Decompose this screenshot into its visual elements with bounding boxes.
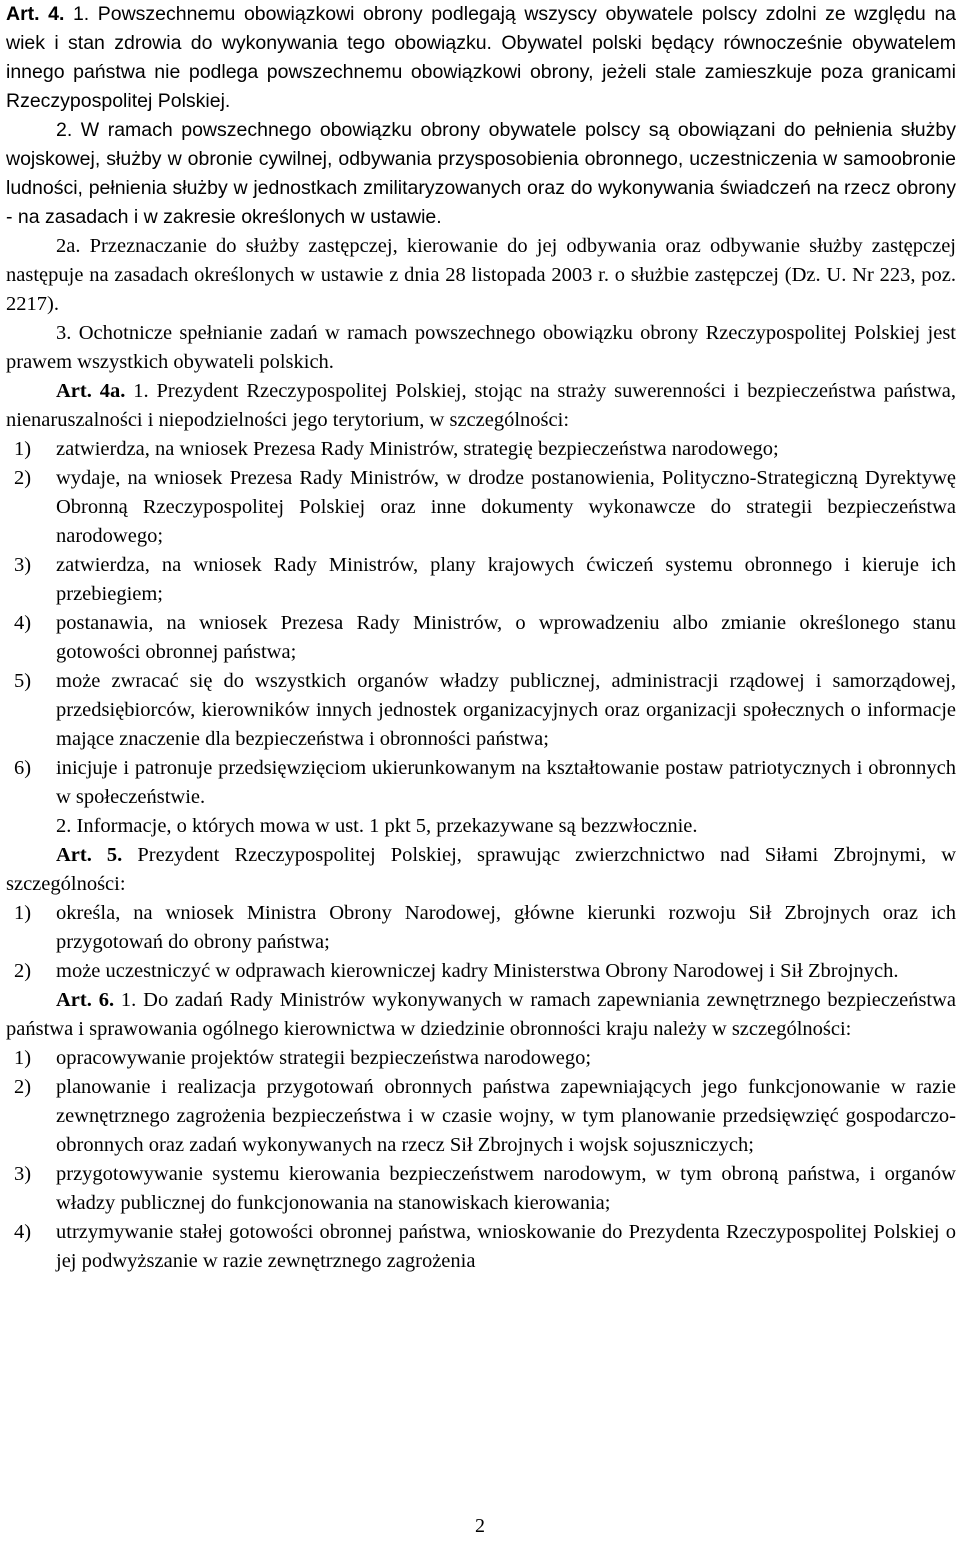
art4-p2a-text: Przeznaczanie do służby zastępczej, kierowanie do jej odbywania oraz odbywanie służby zastępczej następuje na zasadach określonych w ustawie z dnia 28 listopada 2003 r. o służbie zastępczej (Dz. U. Nr 223, poz. 2217). xyxy=(6,235,956,315)
art4a-heading: Art. 4a. xyxy=(56,380,126,402)
art4a-p1-text: Prezydent Rzeczypospolitej Polskiej, stojąc na straży suwerenności i bezpieczeństwa państwa, nienaruszalności i niepodzielności jego terytorium, w szczególności: xyxy=(6,380,956,431)
list-item xyxy=(6,667,956,754)
list-item-number: 3) xyxy=(14,1163,32,1185)
art4-p2-text: W ramach powszechnego obowiązku obrony obywatele polscy są obowiązani do pełnienia służby wojskowej, służby w obronie cywilnej, odbywania przysposobienia obronnego, uczestniczenia w samoobronie ludności, pełnienia służby w jednostkach zmilitaryzowanych oraz do wykonywania świadczeń na rzecz obrony - na zasadach i w zakresie określonych w ustawie. xyxy=(6,119,956,228)
art6-p1-number: 1. xyxy=(120,989,137,1011)
list-item-text: może uczestniczyć w odprawach kierowniczej kadry Ministerstwa Obrony Narodowej i Sił Zbrojnych. xyxy=(56,960,899,982)
art4a-p1-number: 1. xyxy=(133,380,149,402)
list-item-text: określa, na wniosek Ministra Obrony Narodowej, główne kierunki rozwoju Sił Zbrojnych oraz ich przygotowań do obrony państwa; xyxy=(56,902,956,953)
art6-intro xyxy=(6,986,956,1044)
list-item-number: 2) xyxy=(14,960,32,982)
list-item-text: inicjuje i patronuje przedsięwzięciom ukierunkowanym na kształtowanie postaw patriotycznych i obronnych w społeczeństwie. xyxy=(56,757,956,808)
art4-para-2a xyxy=(6,232,956,319)
list-item xyxy=(6,754,956,812)
art4a-para-2: 2. Informacje, o których mowa w ust. 1 pkt 5, przekazywane są bezzwłocznie. xyxy=(56,815,698,837)
list-item-number: 2) xyxy=(14,1076,32,1098)
art4-p1-number: 1. xyxy=(72,3,90,25)
art4-para-1 xyxy=(6,0,956,116)
list-item-number: 2) xyxy=(14,467,32,489)
list-item-text: zatwierdza, na wniosek Rady Ministrów, plany krajowych ćwiczeń systemu obronnego i kieruje ich przebiegiem; xyxy=(56,554,956,605)
list-item-text: postanawia, na wniosek Prezesa Rady Ministrów, o wprowadzeniu albo zmianie określonego stanu gotowości obronnej państwa; xyxy=(56,612,956,663)
list-item-text: wydaje, na wniosek Prezesa Rady Ministrów, w drodze postanowienia, Polityczno-Strategiczną Dyrektywę Obronną Rzeczypospolitej Polskiej oraz inne dokumenty wykonawcze do strategii bezpieczeństwa narodowego; xyxy=(56,467,956,547)
art5-intro-text: Prezydent Rzeczypospolitej Polskiej, sprawując zwierzchnictwo nad Siłami Zbrojnymi, w szczególności: xyxy=(6,844,957,895)
art4-p3-number: 3. xyxy=(56,322,72,344)
art5-intro xyxy=(6,841,956,899)
list-item xyxy=(6,1218,956,1276)
page-number: 2 xyxy=(475,1515,485,1537)
art5-heading: Art. 5. xyxy=(56,844,123,866)
art4-para-3 xyxy=(6,319,956,377)
list-item-text: utrzymywanie stałej gotowości obronnej państwa, wnioskowanie do Prezydenta Rzeczypospolitej Polskiej o jej podwyższanie w razie zewnętrznego zagrożenia xyxy=(56,1221,956,1272)
art4-heading: Art. 4. xyxy=(6,3,65,25)
art4-p1-text: Powszechnemu obowiązkowi obrony podlegają wszyscy obywatele polscy zdolni ze względu na wiek i stan zdrowia do wykonywania tego obowiązku. Obywatel polski będący równocześnie obywatelem innego państwa nie podlega powszechnemu obowiązkowi obrony, jeżeli stale zamieszkuje poza granicami Rzeczypospolitej Polskiej. xyxy=(6,3,957,112)
list-item-text: może zwracać się do wszystkich organów władzy publicznej, administracji rządowej i samorządowej, przedsiębiorców, kierowników innych jednostek organizacyjnych oraz organizacji społecznych o informacje mające znaczenie dla bezpieczeństwa i obronności państwa; xyxy=(56,670,956,750)
list-item-text: opracowywanie projektów strategii bezpieczeństwa narodowego; xyxy=(56,1047,592,1069)
list-item-text: planowanie i realizacja przygotowań obronnych państwa zapewniających jego funkcjonowanie w razie zewnętrznego zagrożenia bezpieczeństwa i w czasie wojny, w tym planowanie przedsięwzięć gospodarczo-obronnych oraz zadań wykonywanych na rzecz Sił Zbrojnych i wojsk sojuszniczych; xyxy=(56,1076,956,1156)
list-item xyxy=(6,1073,956,1160)
list-item xyxy=(6,1044,956,1073)
art4-p3-text: Ochotnicze spełnianie zadań w ramach powszechnego obowiązku obrony Rzeczypospolitej Polskiej jest prawem wszystkich obywateli polskich. xyxy=(6,322,956,373)
list-item-number: 5) xyxy=(14,670,32,692)
art4a-para-1 xyxy=(6,377,956,435)
list-item-text: przygotowywanie systemu kierowania bezpieczeństwem narodowym, w tym obroną państwa, i organów władzy publicznej do funkcjonowania na stanowiskach kierowania; xyxy=(56,1163,956,1214)
art4-p2-number: 2. xyxy=(56,119,73,141)
list-item xyxy=(6,609,956,667)
document-page xyxy=(6,0,956,1276)
art4-p2a-number: 2a. xyxy=(56,235,81,257)
list-item-number: 1) xyxy=(14,902,32,924)
list-item-number: 6) xyxy=(14,757,32,779)
list-item-number: 1) xyxy=(14,438,32,460)
list-item xyxy=(6,899,956,957)
list-item-number: 3) xyxy=(14,554,32,576)
art6-heading: Art. 6. xyxy=(56,989,115,1011)
art4-para-2 xyxy=(6,116,956,232)
list-item-number: 4) xyxy=(14,612,32,634)
list-item xyxy=(6,1160,956,1218)
list-item-text: zatwierdza, na wniosek Prezesa Rady Ministrów, strategię bezpieczeństwa narodowego; xyxy=(56,438,779,460)
list-item xyxy=(6,551,956,609)
list-item xyxy=(6,464,956,551)
list-item-number: 1) xyxy=(14,1047,32,1069)
art6-intro-text: Do zadań Rady Ministrów wykonywanych w ramach zapewniania zewnętrznego bezpieczeństwa państwa i sprawowania ogólnego kierownictwa w dziedzinie obronności kraju należy w szczególności: xyxy=(6,989,957,1040)
list-item-number: 4) xyxy=(14,1221,32,1243)
list-item xyxy=(6,957,956,986)
list-item xyxy=(6,435,956,464)
